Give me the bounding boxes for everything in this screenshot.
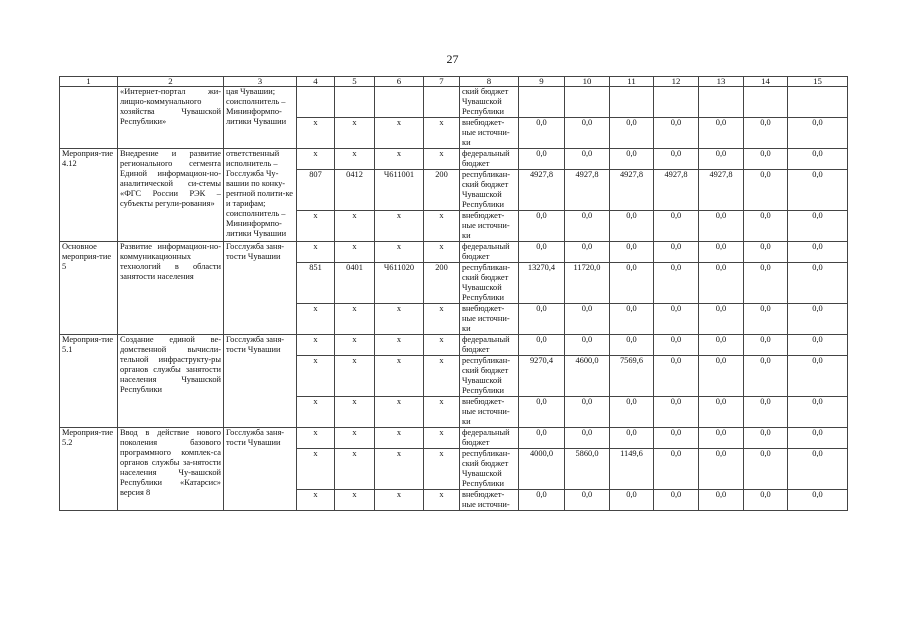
funding-source: федеральный бюджет: [460, 428, 519, 449]
amount-cell: 4927,8: [699, 170, 744, 211]
code-target-article: x: [375, 449, 424, 490]
code-expense-type: 200: [424, 170, 460, 211]
code-grbs: x: [297, 211, 335, 242]
activity-name: [60, 87, 118, 149]
amount-cell: 0,0: [788, 335, 848, 356]
amount-cell: 0,0: [744, 449, 788, 490]
code-section: x: [335, 304, 375, 335]
column-number: 2: [118, 77, 224, 87]
code-expense-type: 200: [424, 263, 460, 304]
code-grbs: [297, 87, 335, 118]
column-number: 4: [297, 77, 335, 87]
amount-cell: 0,0: [744, 211, 788, 242]
code-expense-type: x: [424, 356, 460, 397]
executor: цая Чувашии; соисполнитель – Мининформпо-литики Чувашии: [224, 87, 297, 149]
amount-cell: 0,0: [699, 149, 744, 170]
funding-source: внебюджет-ные источни-: [460, 490, 519, 511]
amount-cell: 0,0: [565, 335, 610, 356]
amount-cell: [519, 87, 565, 118]
amount-cell: 0,0: [610, 118, 654, 149]
activity-name: Основное мероприя-тие 5: [60, 242, 118, 335]
amount-cell: [610, 87, 654, 118]
code-section: x: [335, 428, 375, 449]
amount-cell: 0,0: [699, 335, 744, 356]
code-expense-type: x: [424, 335, 460, 356]
amount-cell: 0,0: [788, 356, 848, 397]
amount-cell: [788, 87, 848, 118]
amount-cell: 0,0: [565, 149, 610, 170]
amount-cell: 0,0: [565, 242, 610, 263]
amount-cell: 0,0: [519, 490, 565, 511]
code-grbs: x: [297, 397, 335, 428]
activity-description: Ввод в действие нового поколения базового программного комплек-са органов службы за-нятости населения Чу-вашской Республики «Катарсис» версия 8: [118, 428, 224, 511]
amount-cell: 0,0: [519, 428, 565, 449]
code-target-article: x: [375, 428, 424, 449]
code-expense-type: x: [424, 428, 460, 449]
amount-cell: 0,0: [610, 263, 654, 304]
amount-cell: 1149,6: [610, 449, 654, 490]
column-number: 5: [335, 77, 375, 87]
activity-name: Мероприя-тие 5.1: [60, 335, 118, 428]
column-number: 9: [519, 77, 565, 87]
amount-cell: 0,0: [654, 397, 699, 428]
amount-cell: 0,0: [744, 428, 788, 449]
code-target-article: x: [375, 356, 424, 397]
activity-name: Мероприя-тие 5.2: [60, 428, 118, 511]
amount-cell: 0,0: [744, 242, 788, 263]
code-target-article: x: [375, 211, 424, 242]
code-section: 0412: [335, 170, 375, 211]
amount-cell: 0,0: [565, 490, 610, 511]
funding-source: внебюджет-ные источни-ки: [460, 118, 519, 149]
funding-source: внебюджет-ные источни-ки: [460, 397, 519, 428]
activity-description: Развитие информацион-но-коммуникационных технологий в области занятости населения: [118, 242, 224, 335]
code-target-article: x: [375, 335, 424, 356]
funding-source: внебюджет-ные источни-ки: [460, 304, 519, 335]
amount-cell: 0,0: [744, 170, 788, 211]
amount-cell: 0,0: [699, 118, 744, 149]
column-number: 6: [375, 77, 424, 87]
amount-cell: 0,0: [654, 449, 699, 490]
code-section: x: [335, 356, 375, 397]
funding-source: федеральный бюджет: [460, 149, 519, 170]
amount-cell: 0,0: [654, 335, 699, 356]
code-target-article: [375, 87, 424, 118]
executor: Госслужба заня-тости Чувашии: [224, 335, 297, 428]
code-expense-type: x: [424, 304, 460, 335]
amount-cell: 4600,0: [565, 356, 610, 397]
amount-cell: 5860,0: [565, 449, 610, 490]
column-number: 13: [699, 77, 744, 87]
column-number: 12: [654, 77, 699, 87]
funding-source: федеральный бюджет: [460, 242, 519, 263]
code-expense-type: x: [424, 449, 460, 490]
amount-cell: 0,0: [654, 304, 699, 335]
amount-cell: 0,0: [610, 242, 654, 263]
code-section: x: [335, 149, 375, 170]
amount-cell: 0,0: [788, 170, 848, 211]
activity-description: Внедрение и развитие регионального сегмента Единой информацион-но-аналитической си-стемы «ФГС России РЭК – субъекты регули-рования»: [118, 149, 224, 242]
amount-cell: [744, 87, 788, 118]
amount-cell: 0,0: [699, 263, 744, 304]
amount-cell: 0,0: [699, 242, 744, 263]
code-grbs: x: [297, 304, 335, 335]
amount-cell: 0,0: [744, 304, 788, 335]
amount-cell: 0,0: [565, 304, 610, 335]
amount-cell: 0,0: [565, 118, 610, 149]
code-grbs: x: [297, 356, 335, 397]
amount-cell: 0,0: [788, 449, 848, 490]
amount-cell: 0,0: [744, 397, 788, 428]
amount-cell: 0,0: [788, 263, 848, 304]
column-number: 11: [610, 77, 654, 87]
amount-cell: 0,0: [744, 263, 788, 304]
amount-cell: 0,0: [565, 211, 610, 242]
activity-name: Мероприя-тие 4.12: [60, 149, 118, 242]
amount-cell: 4927,8: [654, 170, 699, 211]
amount-cell: 0,0: [519, 397, 565, 428]
column-number: 3: [224, 77, 297, 87]
amount-cell: 0,0: [654, 490, 699, 511]
amount-cell: 0,0: [744, 149, 788, 170]
code-section: x: [335, 335, 375, 356]
column-number: 8: [460, 77, 519, 87]
funding-source: республикан-ский бюджет Чувашской Республики: [460, 449, 519, 490]
amount-cell: 0,0: [610, 149, 654, 170]
code-target-article: x: [375, 149, 424, 170]
funding-source: республикан-ский бюджет Чувашской Республики: [460, 170, 519, 211]
amount-cell: 0,0: [788, 149, 848, 170]
header-row: [60, 77, 848, 87]
amount-cell: 0,0: [519, 211, 565, 242]
amount-cell: 11720,0: [565, 263, 610, 304]
funding-source: ский бюджет Чувашской Республики: [460, 87, 519, 118]
code-target-article: x: [375, 397, 424, 428]
table-row: [60, 87, 848, 118]
amount-cell: 4000,0: [519, 449, 565, 490]
amount-cell: 9270,4: [519, 356, 565, 397]
amount-cell: 0,0: [610, 428, 654, 449]
code-target-article: x: [375, 490, 424, 511]
amount-cell: 0,0: [699, 449, 744, 490]
table-row: [60, 149, 848, 170]
amount-cell: 4927,8: [519, 170, 565, 211]
amount-cell: 0,0: [744, 118, 788, 149]
code-section: x: [335, 118, 375, 149]
amount-cell: 0,0: [699, 304, 744, 335]
amount-cell: 0,0: [610, 397, 654, 428]
amount-cell: 0,0: [699, 211, 744, 242]
amount-cell: 4927,8: [610, 170, 654, 211]
amount-cell: 0,0: [788, 397, 848, 428]
amount-cell: 0,0: [699, 356, 744, 397]
amount-cell: 0,0: [699, 397, 744, 428]
amount-cell: 0,0: [654, 242, 699, 263]
column-number: 1: [60, 77, 118, 87]
code-target-article: Ч611020: [375, 263, 424, 304]
code-grbs: x: [297, 242, 335, 263]
amount-cell: 0,0: [610, 335, 654, 356]
amount-cell: 0,0: [699, 490, 744, 511]
amount-cell: 0,0: [519, 335, 565, 356]
amount-cell: [565, 87, 610, 118]
amount-cell: 0,0: [654, 149, 699, 170]
code-expense-type: x: [424, 118, 460, 149]
amount-cell: 0,0: [788, 304, 848, 335]
amount-cell: 4927,8: [565, 170, 610, 211]
code-grbs: x: [297, 118, 335, 149]
amount-cell: 0,0: [744, 335, 788, 356]
code-grbs: x: [297, 335, 335, 356]
column-number: 15: [788, 77, 848, 87]
table-row: [60, 242, 848, 263]
amount-cell: 0,0: [744, 356, 788, 397]
amount-cell: 0,0: [788, 242, 848, 263]
table-body: [60, 87, 848, 511]
code-expense-type: x: [424, 242, 460, 263]
funding-source: республикан-ский бюджет Чувашской Республики: [460, 263, 519, 304]
code-target-article: x: [375, 304, 424, 335]
code-grbs: 851: [297, 263, 335, 304]
code-expense-type: x: [424, 490, 460, 511]
executor: Госслужба заня-тости Чувашии: [224, 242, 297, 335]
amount-cell: 0,0: [788, 211, 848, 242]
amount-cell: 0,0: [788, 118, 848, 149]
code-expense-type: x: [424, 149, 460, 170]
code-expense-type: x: [424, 397, 460, 428]
code-target-article: x: [375, 242, 424, 263]
funding-source: федеральный бюджет: [460, 335, 519, 356]
activity-description: Создание единой ве-домственной вычисли-тельной инфраструкту-ры органов службы занятости населения Чувашской Республики: [118, 335, 224, 428]
code-section: x: [335, 449, 375, 490]
amount-cell: 0,0: [519, 149, 565, 170]
amount-cell: 0,0: [519, 118, 565, 149]
table-row: [60, 335, 848, 356]
code-grbs: x: [297, 428, 335, 449]
code-expense-type: x: [424, 211, 460, 242]
amount-cell: 0,0: [654, 118, 699, 149]
code-grbs: x: [297, 149, 335, 170]
code-section: x: [335, 211, 375, 242]
amount-cell: 7569,6: [610, 356, 654, 397]
table-row: [60, 428, 848, 449]
amount-cell: 0,0: [610, 490, 654, 511]
funding-source: внебюджет-ные источни-ки: [460, 211, 519, 242]
amount-cell: 0,0: [610, 211, 654, 242]
code-section: 0401: [335, 263, 375, 304]
code-grbs: x: [297, 490, 335, 511]
amount-cell: [699, 87, 744, 118]
amount-cell: 0,0: [788, 428, 848, 449]
page-number: 27: [446, 52, 459, 66]
amount-cell: 13270,4: [519, 263, 565, 304]
amount-cell: 0,0: [744, 490, 788, 511]
code-section: x: [335, 490, 375, 511]
column-number: 7: [424, 77, 460, 87]
code-section: x: [335, 242, 375, 263]
amount-cell: 0,0: [654, 263, 699, 304]
amount-cell: 0,0: [699, 428, 744, 449]
amount-cell: 0,0: [788, 490, 848, 511]
budget-table: [59, 76, 848, 511]
activity-description: «Интернет-портал жи-лищно-коммунального хозяйства Чувашской Республики»: [118, 87, 224, 149]
code-section: [335, 87, 375, 118]
amount-cell: 0,0: [610, 304, 654, 335]
column-number: 10: [565, 77, 610, 87]
code-grbs: x: [297, 449, 335, 490]
executor: Госслужба заня-тости Чувашии: [224, 428, 297, 511]
code-expense-type: [424, 87, 460, 118]
column-number: 14: [744, 77, 788, 87]
amount-cell: 0,0: [519, 242, 565, 263]
executor: ответственный исполнитель – Госслужба Чу-вашии по конку-рентной полити-ке и тарифам; соисполнитель – Мининформпо-литики Чувашии: [224, 149, 297, 242]
amount-cell: 0,0: [565, 428, 610, 449]
code-grbs: 807: [297, 170, 335, 211]
code-section: x: [335, 397, 375, 428]
amount-cell: 0,0: [654, 356, 699, 397]
code-target-article: Ч611001: [375, 170, 424, 211]
funding-source: республикан-ский бюджет Чувашской Республики: [460, 356, 519, 397]
amount-cell: [654, 87, 699, 118]
amount-cell: 0,0: [519, 304, 565, 335]
code-target-article: x: [375, 118, 424, 149]
amount-cell: 0,0: [654, 428, 699, 449]
amount-cell: 0,0: [654, 211, 699, 242]
amount-cell: 0,0: [565, 397, 610, 428]
